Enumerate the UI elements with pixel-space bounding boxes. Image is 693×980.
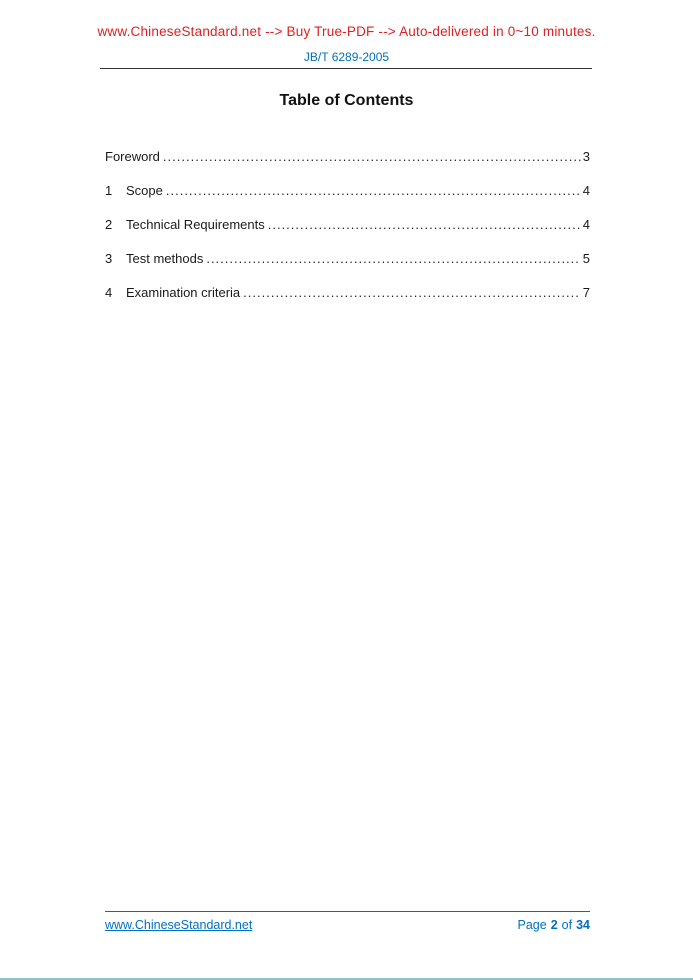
toc-entry-foreword[interactable] — [105, 149, 590, 167]
toc-dot-leader — [163, 149, 581, 164]
footer-website-link[interactable]: www.ChineseStandard.net — [105, 918, 253, 932]
toc-entry-number: 4 — [105, 285, 113, 300]
footer-page-indicator — [518, 918, 591, 932]
footer-page-prefix: Page — [517, 918, 547, 932]
toc-dot-leader — [206, 251, 580, 266]
toc-entry-number: 2 — [105, 217, 113, 232]
table-of-contents — [105, 149, 590, 319]
toc-entry-label: Foreword — [105, 149, 160, 164]
toc-entry-label: Test methods — [126, 251, 204, 266]
toc-entry-number: 1 — [105, 183, 113, 198]
toc-entry-page: 5 — [582, 251, 590, 266]
toc-entry-scope[interactable] — [105, 183, 590, 201]
toc-entry-page: 4 — [582, 183, 590, 198]
toc-entry-label: Scope — [126, 183, 163, 198]
toc-dot-leader — [268, 217, 581, 232]
toc-entry-label: Examination criteria — [126, 285, 241, 300]
header-divider — [100, 68, 592, 69]
standard-code: JB/T 6289-2005 — [303, 50, 390, 64]
footer-page-of: of — [561, 918, 573, 932]
toc-entry-label: Technical Requirements — [126, 217, 265, 232]
toc-entry-page: 3 — [582, 149, 590, 164]
footer-page-current: 2 — [550, 918, 558, 932]
toc-dot-leader — [243, 285, 581, 300]
toc-entry-examination-criteria[interactable] — [105, 285, 590, 303]
toc-entry-test-methods[interactable] — [105, 251, 590, 269]
footer-divider — [105, 911, 590, 912]
page-title: Table of Contents — [279, 92, 414, 109]
toc-dot-leader — [166, 183, 581, 198]
toc-entry-technical-requirements[interactable] — [105, 217, 590, 235]
toc-entry-page: 4 — [582, 217, 590, 232]
header-banner-link[interactable]: www.ChineseStandard.net --> Buy True-PDF --> Auto-delivered in 0~10 minutes. — [97, 24, 596, 39]
toc-entry-page: 7 — [582, 285, 590, 300]
footer-page-total: 34 — [576, 918, 590, 932]
toc-entry-number: 3 — [105, 251, 113, 266]
